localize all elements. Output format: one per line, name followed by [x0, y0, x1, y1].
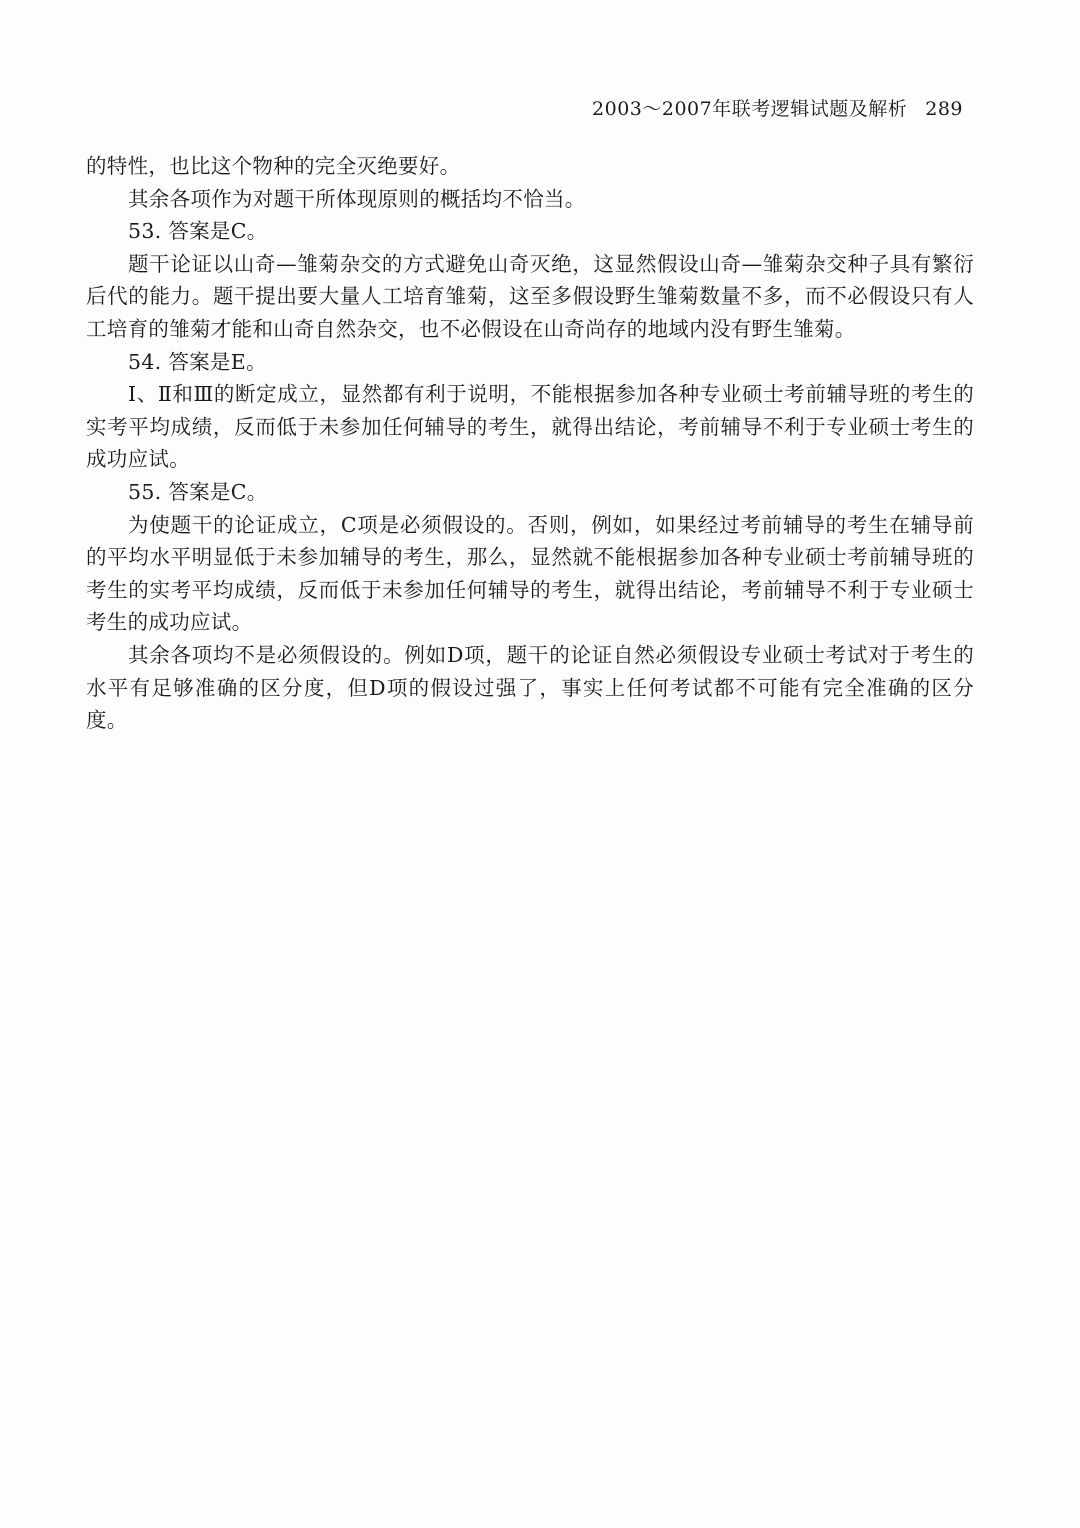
paragraph: 其余各项均不是必须假设的。例如D项，题干的论证自然必须假设专业硕士考试对于考生的水平有足够准确的区分度，但D项的假设过强了，事实上任何考试都不可能有完全准确的区分度。 — [86, 642, 974, 733]
paragraph: 其余各项作为对题干所体现原则的概括均不恰当。 — [128, 186, 586, 211]
paragraph: 题干论证以山奇—雏菊杂交的方式避免山奇灭绝，这显然假设山奇—雏菊杂交种子具有繁衍后代的能力。题干提出要大量人工培育雏菊，这至多假设野生雏菊数量不多，而不必假设只有人工培育的雏菊才能和山奇自然杂交，也不必假设在山奇尚存的地域内没有野生雏菊。 — [86, 251, 974, 341]
running-header — [592, 94, 963, 121]
answer-heading-55: 55. 答案是C。 — [128, 479, 268, 504]
body-text — [86, 150, 974, 737]
paragraph: 为使题干的论证成立，C项是必须假设的。否则，例如，如果经过考前辅导的考生在辅导前的平均水平明显低于未参加辅导的考生，那么，显然就不能根据参加各种专业硕士考前辅导班的考生的实考平均成绩，反而低于未参加任何辅导的考生，就得出结论，考前辅导不利于专业硕士考生的成功应试。 — [86, 512, 974, 635]
paragraph-continuation: 的特性，也比这个物种的完全灭绝要好。 — [86, 154, 461, 178]
page-number: 289 — [925, 98, 963, 120]
header-title: 2003～2007年联考逻辑试题及解析 — [592, 98, 908, 120]
answer-heading-54: 54. 答案是E。 — [128, 349, 267, 374]
paragraph: Ⅰ、Ⅱ和Ⅲ的断定成立，显然都有利于说明，不能根据参加各种专业硕士考前辅导班的考生的实考平均成绩，反而低于未参加任何辅导的考生，就得出结论，考前辅导不利于专业硕士考生的成功应试。 — [86, 382, 974, 472]
answer-heading-53: 53. 答案是C。 — [128, 219, 268, 244]
